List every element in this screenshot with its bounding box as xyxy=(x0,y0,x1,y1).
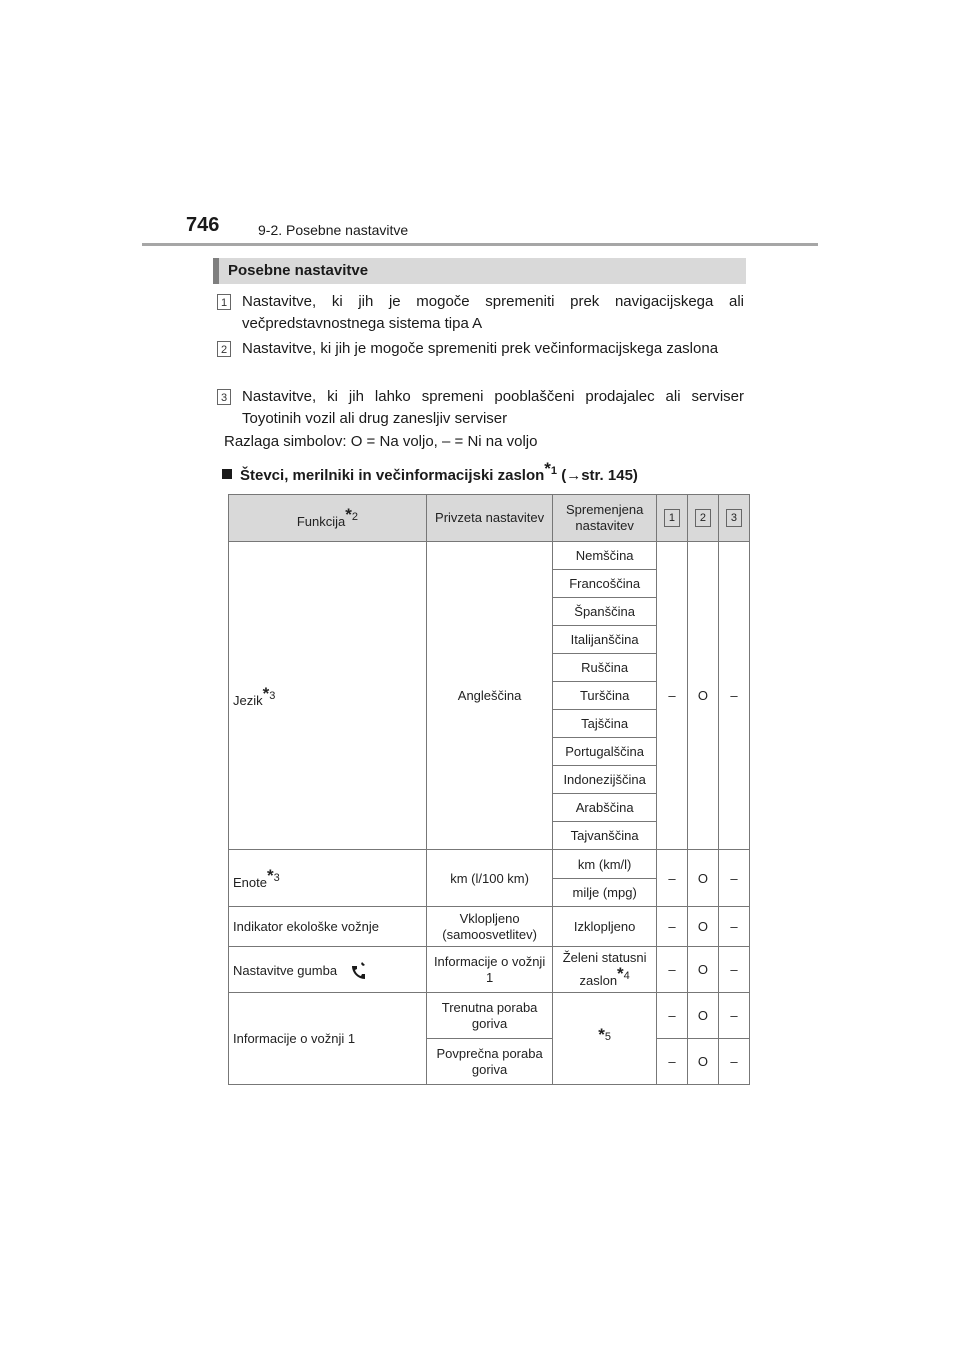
header-divider xyxy=(142,243,818,246)
table-row xyxy=(229,947,750,993)
units-col-3: – xyxy=(718,850,749,907)
square-bullet-icon xyxy=(222,469,232,479)
trip-col-3: – xyxy=(718,993,749,1039)
phone-handset-icon xyxy=(349,960,367,980)
trip-default: Povprečna poraba goriva xyxy=(426,1039,552,1085)
button-col-3: – xyxy=(718,947,749,993)
button-col-2: O xyxy=(687,947,718,993)
button-label: Nastavitve gumba xyxy=(229,947,427,993)
eco-label: Indikator ekološke vožnje xyxy=(229,907,427,947)
units-default: km (l/100 km) xyxy=(426,850,552,907)
asterisk-icon: * xyxy=(544,459,551,478)
section-title: 9-2. Posebne nastavitve xyxy=(258,222,409,238)
units-col-2: O xyxy=(687,850,718,907)
subheading-text: Števci, merilniki in večinformacijski zaslon xyxy=(240,467,545,484)
list-item xyxy=(217,291,744,335)
language-option: Arabščina xyxy=(553,794,657,822)
list-item-text: Nastavitve, ki jih lahko spremeni pooblaščeni prodajalec ali serviser Toyotinih vozil ali drug zanesljiv serviser xyxy=(242,388,744,427)
number-badge: 3 xyxy=(217,389,231,405)
language-label: Jezik*$^3$ xyxy=(229,542,427,850)
eco-col-1: – xyxy=(656,907,687,947)
trip-col-2: O xyxy=(687,993,718,1039)
table-row xyxy=(229,907,750,947)
box-heading xyxy=(213,258,746,284)
language-option: Španščina xyxy=(553,598,657,626)
trip-col-3: – xyxy=(718,1039,749,1085)
language-col-3: – xyxy=(718,542,749,850)
trip-col-1: – xyxy=(656,993,687,1039)
language-option: Tajščina xyxy=(553,710,657,738)
subheading xyxy=(222,459,638,484)
language-option: Nemščina xyxy=(553,542,657,570)
language-option: Indonezijščina xyxy=(553,766,657,794)
units-option: km (km/l) xyxy=(553,850,657,879)
asterisk-icon: * xyxy=(262,683,270,703)
settings-table xyxy=(228,494,750,1085)
language-col-1: – xyxy=(656,542,687,850)
units-option: milje (mpg) xyxy=(553,879,657,907)
eco-col-3: – xyxy=(718,907,749,947)
header-function: Funkcija*$^2$ xyxy=(229,495,427,542)
trip-label: Informacije o vožnji 1 xyxy=(229,993,427,1085)
list-item-text: Nastavitve, ki jih je mogoče spremeniti prek navigacijskega ali večpredstavnostnega sistema tipa A xyxy=(242,293,744,332)
number-badge: 2 xyxy=(217,341,231,357)
footnote-ref: 1 xyxy=(550,465,558,477)
list-item xyxy=(217,386,744,430)
language-option: Tajvanščina xyxy=(553,822,657,850)
header-changed: Spremenjena nastavitev xyxy=(553,495,657,542)
page-reference[interactable]: (→str. 145) xyxy=(561,467,638,484)
units-label: Enote*$^3$ xyxy=(229,850,427,907)
table-row xyxy=(229,993,750,1039)
list-item xyxy=(217,338,744,360)
eco-changed: Izklopljeno xyxy=(553,907,657,947)
table-row xyxy=(229,850,750,879)
eco-col-2: O xyxy=(687,907,718,947)
asterisk-icon: * xyxy=(617,964,624,983)
units-col-1: – xyxy=(656,850,687,907)
trip-changed: *$^5$ xyxy=(553,993,657,1085)
header-col-1: 1 xyxy=(656,495,687,542)
eco-default: Vklopljeno (samoosvetlitev) xyxy=(426,907,552,947)
language-option: Francoščina xyxy=(553,570,657,598)
language-option: Portugalščina xyxy=(553,738,657,766)
button-default: Informacije o vožnji 1 xyxy=(426,947,552,993)
box-heading-text: Posebne nastavitve xyxy=(228,262,369,279)
asterisk-icon: * xyxy=(598,1025,605,1044)
button-col-1: – xyxy=(656,947,687,993)
symbol-legend: Razlaga simbolov: O = Na voljo, – = Ni na voljo xyxy=(224,433,538,450)
header-default: Privzeta nastavitev xyxy=(426,495,552,542)
asterisk-icon: * xyxy=(266,866,274,885)
table-row xyxy=(229,542,750,570)
trip-col-1: – xyxy=(656,1039,687,1085)
trip-default: Trenutna poraba goriva xyxy=(426,993,552,1039)
number-badge: 1 xyxy=(217,294,231,310)
button-changed: Želeni statusni zaslon*$^4$ xyxy=(553,947,657,993)
trip-col-2: O xyxy=(687,1039,718,1085)
asterisk-icon: * xyxy=(345,504,352,524)
table-header-row xyxy=(229,495,750,542)
language-col-2: O xyxy=(687,542,718,850)
header-col-3: 3 xyxy=(718,495,749,542)
language-option: Turščina xyxy=(553,682,657,710)
header-col-2: 2 xyxy=(687,495,718,542)
language-option: Italijanščina xyxy=(553,626,657,654)
language-option: Ruščina xyxy=(553,654,657,682)
language-default: Angleščina xyxy=(426,542,552,850)
page-number: 746 xyxy=(186,214,220,236)
list-item-text: Nastavitve, ki jih je mogoče spremeniti prek večinformacijskega zaslona xyxy=(242,340,719,357)
